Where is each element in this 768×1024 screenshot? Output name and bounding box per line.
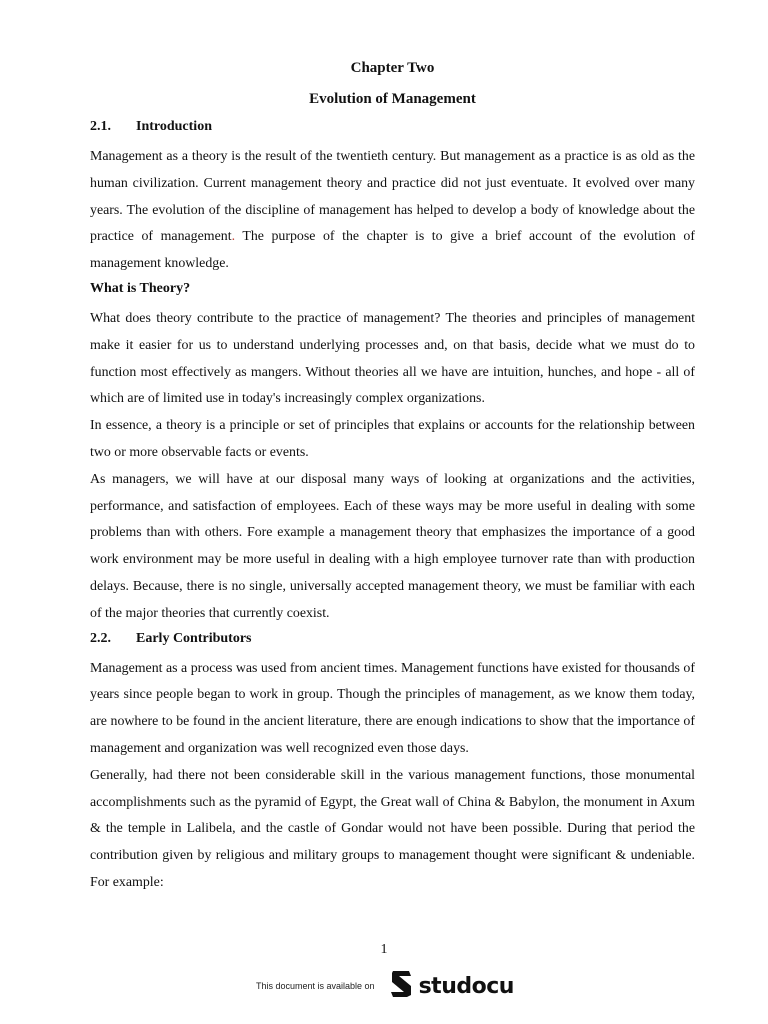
section-title: Early Contributors: [136, 630, 252, 646]
page-number: 1: [380, 942, 388, 957]
contributors-paragraph: Management as a process was used from ancient times. Management functions have existed for thousands of years since people began to work in group. Though the principles of management, as we know them today, are nowhere to be found in the ancient literature, there are enough indications to show that the importance of management and organization was well recognized even those days.: [90, 660, 695, 756]
contributors-paragraph: Generally, had there not been considerable skill in the various management functions, those monumental accomplishments such as the pyramid of Egypt, the Great wall of China & Babylon, the monument in Axum & the temple in Lalibela, and the castle of Gondar would not have been possible. During that period the contribution given by religious and military groups to management thought were significant & undeniable. For example:: [90, 767, 695, 890]
section-heading-early-contributors: [90, 630, 695, 648]
intro-text-part1: Management as a theory is the result of the twentieth century. But management as a practice is as old as the human civilization. Current management theory and practice did not just eventuate. It evolved over many years. The evolution of the discipline of management has helped to develop a body of knowledge about the practice of management: [90, 149, 695, 245]
section-number: 2.2.: [90, 630, 111, 646]
footer-availability-text: This document is available on: [256, 981, 375, 991]
intro-red-dot: .: [231, 229, 236, 245]
theory-paragraph: What does theory contribute to the practice of management? The theories and principles of management make it easier for us to understand underlying processes and, on that basis, decide what we must do to function most effectively as mangers. Without theories all we have are intuition, hunches, and hope - all of which are of limited use in today's increasingly complex organizations.: [90, 310, 695, 407]
chapter-title: Chapter Two: [350, 60, 435, 76]
section-number: 2.1.: [90, 119, 111, 134]
studocu-logo-icon: [389, 969, 415, 1004]
footer-banner: [256, 970, 514, 1002]
document-page: [90, 56, 695, 897]
theory-heading: What is Theory?: [90, 280, 191, 296]
theory-paragraph: In essence, a theory is a principle or set of principles that explains or accounts for the relationship between two or more observable facts or events.: [90, 418, 695, 460]
section-heading-introduction: [90, 118, 695, 136]
section-title: Introduction: [136, 119, 212, 134]
chapter-subtitle: Evolution of Management: [309, 91, 476, 107]
studocu-link[interactable]: [389, 969, 514, 1004]
intro-text-part2: The purpose of the chapter is to give a brief account of the evolution of management knowledge.: [90, 229, 695, 272]
studocu-brand-name: studocu: [418, 973, 514, 999]
theory-paragraph: As managers, we will have at our disposal many ways of looking at organizations and the activities, performance, and satisfaction of employees. Each of these ways may be more useful in dealing with some problems than with others. Fore example a management theory that emphasizes the importance of a good work environment may be more useful in dealing with a high employee turnover rate than with production delays. Because, there is no single, universally accepted management theory, we must be familiar with each of the major theories that currently coexist.: [90, 471, 695, 621]
intro-paragraph: [90, 144, 695, 278]
